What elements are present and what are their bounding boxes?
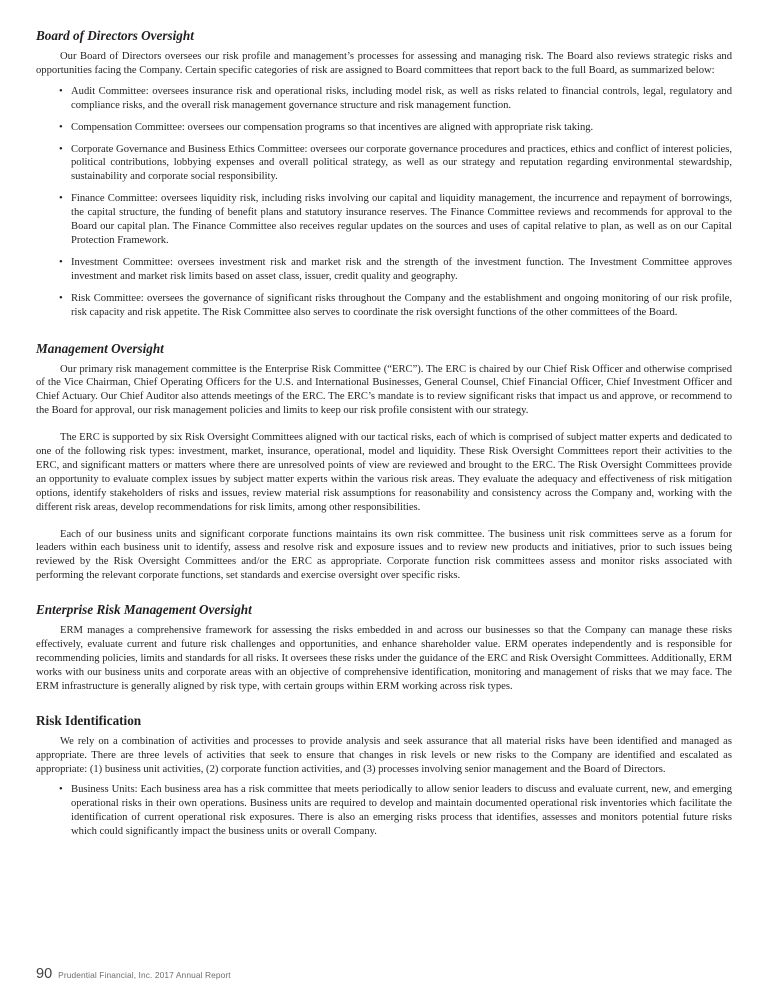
- bullet-icon: •: [59, 784, 63, 796]
- list-item: [59, 192, 732, 248]
- spacer: [36, 515, 732, 528]
- bullet-icon: •: [59, 193, 63, 205]
- page-number: 90: [36, 966, 53, 982]
- list-item: [59, 783, 732, 839]
- section-risk-identification: [36, 713, 732, 839]
- list-item: [59, 121, 732, 135]
- spacer: [36, 583, 732, 602]
- committee-list: [36, 85, 732, 320]
- section-heading: Risk Identification: [36, 712, 142, 728]
- section-heading: Board of Directors Oversight: [36, 28, 194, 43]
- bullet-icon: •: [59, 85, 63, 97]
- spacer: [36, 418, 732, 431]
- list-item: [59, 256, 732, 284]
- document-page: [36, 28, 732, 847]
- activity-list: [36, 783, 732, 839]
- bullet-icon: •: [59, 143, 63, 155]
- paragraph: ERM manages a comprehensive framework for assessing the risks embedded in and across our businesses so that the Company can manage these risks effectively, evaluate current and future risk challenges and opportunities, and enhance shareholder value. ERM operates independently and is responsible for recommending policies, limits and standards for all risks. It oversees these risks under the guidance of the ERC and Risk Oversight Committees. Additionally, ERM works with our business units and corporate areas with an objective of comprehensive identification, monitoring and management of risks that we may face. The ERM infrastructure is generally aligned by risk type, with certain groups within ERM working across risk types.: [36, 625, 732, 692]
- bullet-icon: •: [59, 292, 63, 304]
- section-heading: Enterprise Risk Management Oversight: [36, 602, 252, 618]
- paragraph: Our primary risk management committee is the Enterprise Risk Committee (“ERC”). The ERC is chaired by our Chief Risk Officer and otherwise comprised of the Vice Chairman, Chief Operating Officers for the U.S. and International Businesses, General Counsel, Chief Financial Officer, Chief Investment Officer and Chief Actuary. Our Chief Auditor also attends meetings of the ERC. The ERC’s mandate is to review significant risks that impact us and approve, or recommend to the Board for approval, our risk management policies and limits to keep our risk profile consistent with our strategy.: [36, 363, 732, 417]
- bullet-icon: •: [59, 121, 63, 133]
- section-board-oversight: [36, 28, 732, 320]
- list-item-text: Compensation Committee: oversees our compensation programs so that incentives are aligned with appropriate risk taking.: [71, 121, 594, 133]
- section-erm-oversight: [36, 602, 732, 694]
- list-item-text: Investment Committee: oversees investment risk and market risk and the strength of the investment function. The Investment Committee approves investment and market risk limits based on asset class, issuer, credit quality and geography.: [71, 256, 732, 282]
- list-item: [59, 143, 732, 185]
- spacer: [36, 694, 732, 713]
- paragraph: We rely on a combination of activities and processes to provide analysis and seek assurance that all material risks have been identified and managed as appropriate. There are three levels of activities that seek to ensure that changes in risk levels or new risks to the Company are identified and escalated as appropriate: (1) business unit activities, (2) corporate function activities, and (3) processes involving senior management and the Board of Directors.: [36, 735, 732, 775]
- list-item-text: Finance Committee: oversees liquidity risk, including risks involving our capital and liquidity management, the incurrence and repayment of borrowings, the capital structure, the funding of benefit plans and statutory insurance reserves. The Finance Committee reviews and recommends for approval to the Board our capital plan. The Finance Committee also receives regular updates on the sources and uses of capital relative to plan, as well as on our Capital Protection Framework.: [71, 193, 732, 246]
- list-item-text: Risk Committee: oversees the governance of significant risks throughout the Company and the establishment and ongoing monitoring of our risk profile, risk capacity and risk appetite. The Risk Committee also serves to coordinate the risk oversight functions of the other committees of the Board.: [71, 292, 732, 318]
- paragraph: The ERC is supported by six Risk Oversight Committees aligned with our tactical risks, each of which is comprised of subject matter experts and dedicated to one of the following risk types: investment, market, insurance, operational, model and liquidity. These Risk Oversight Committees report their activities to the ERC, and significant matters or matters where there are unresolved points of view are reviewed and brought to the ERC. The Risk Oversight Committees provide an opportunity to evaluate complex issues by subject matter experts within the various risk areas. They evaluate the adequacy and effectiveness of risk mitigation options, identify stakeholders of risks and issues, review material risk assumptions for reasonability and consistency across the Company and, working with the different risk areas, develop recommendations for risk limits, among other responsibilities.: [36, 432, 732, 513]
- list-item-text: Audit Committee: oversees insurance risk and operational risks, including model risk, as well as risks related to financial controls, legal, regulatory and compliance risks, and the overall risk management governance structure and risk management function.: [71, 85, 732, 111]
- spacer: [36, 328, 732, 341]
- paragraph: Each of our business units and significant corporate functions maintains its own risk committee. The business unit risk committees serve as a forum for leaders within each business unit to identify, assess and resolve risk and exposure issues and to review new products and initiatives, prior to such issues being reviewed by the Risk Oversight Committees and/or the ERC as appropriate. Corporate function risk committees assess and monitor risks associated with performing the relevant corporate functions, set standards and exercise oversight over specific risks.: [36, 528, 732, 582]
- list-item-text: Business Units: Each business area has a risk committee that meets periodically to allow senior leaders to discuss and evaluate current, new, and emerging operational risks in their own operations. Business units are required to develop and maintain documented operational risk inventories which facilitate the identification of current operational risk exposures. There is also an emerging risks process that identifies, assesses and monitors potential future risks which could significantly impact the business units or overall Company.: [71, 784, 732, 838]
- section-management-oversight: [36, 341, 732, 584]
- paragraph: Our Board of Directors oversees our risk profile and management’s processes for assessing and managing risk. The Board also reviews strategic risks and opportunities facing the Company. Certain specific categories of risk are assigned to Board committees that report back to the full Board, as summarized below:: [36, 51, 732, 76]
- page-footer: [36, 966, 231, 982]
- list-item-text: Corporate Governance and Business Ethics Committee: oversees our corporate governance procedures and practices, ethics and conflict of interest policies, political contributions, lobbying expenses and overall political strategy, as well as our strategy and reputation regarding environmental stewardship, sustainability and corporate social responsibility.: [71, 143, 732, 183]
- section-heading: Management Oversight: [36, 340, 164, 356]
- list-item: [59, 292, 732, 320]
- list-item: [59, 85, 732, 113]
- footer-title: Prudential Financial, Inc. 2017 Annual Report: [58, 970, 231, 980]
- bullet-icon: •: [59, 256, 63, 268]
